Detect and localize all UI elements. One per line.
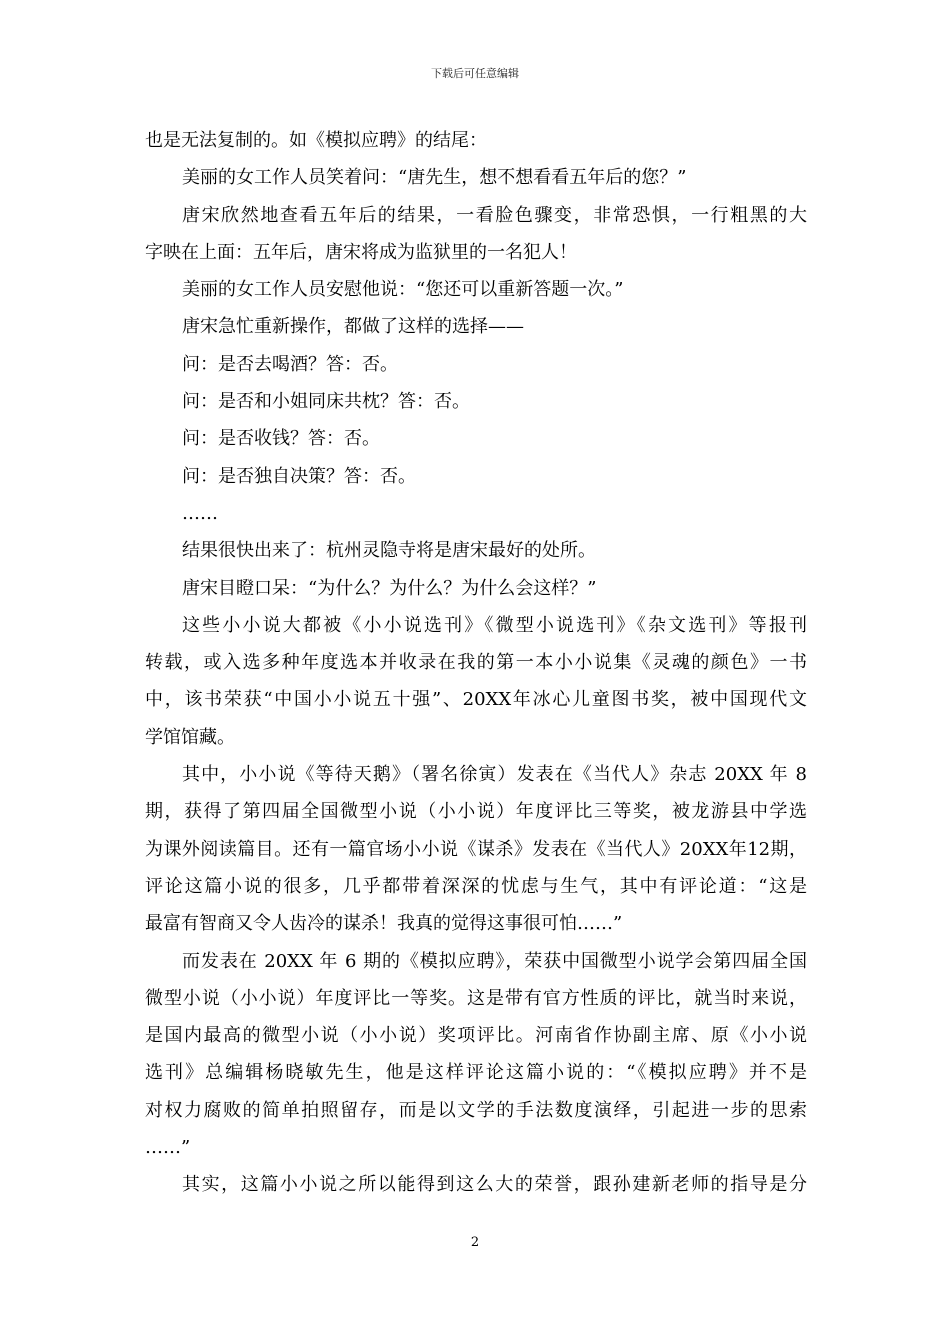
text-line: 问：是否去喝酒？答：否。	[182, 353, 398, 375]
text-line: 问：是否收钱？答：否。	[182, 428, 380, 450]
text-line: 为课外阅读篇目。还有一篇官场小小说《谋杀》发表在《当代人》20XX年12期，	[145, 838, 807, 860]
text-line: 对权力腐败的简单拍照留存，而是以文学的手法数度演绎，引起进一步的思索	[145, 1099, 807, 1121]
text-line: 中，该书荣获“中国小小说五十强”、20XX年冰心儿童图书奖，被中国现代文	[145, 689, 807, 711]
text-line: 美丽的女工作人员安慰他说：“您还可以重新答题一次。”	[182, 279, 624, 301]
text-line: 美丽的女工作人员笑着问：“唐先生，想不想看看五年后的您？”	[182, 167, 687, 189]
text-line: 也是无法复制的。如《模拟应聘》的结尾：	[145, 130, 487, 151]
text-line: 期，获得了第四届全国微型小说（小小说）年度评比三等奖，被龙游县中学选	[145, 801, 807, 823]
text-line: 这些小小说大都被《小小说选刊》《微型小说选刊》《杂文选刊》等报刊	[182, 614, 807, 636]
text-line: 问：是否独自决策？答：否。	[182, 465, 416, 487]
text-line: 其中，小小说《等待天鹅》（署名徐寅）发表在《当代人》杂志 20XX 年 8	[182, 764, 807, 786]
text-line: ……”	[145, 1137, 191, 1159]
page-number: 2	[470, 1235, 480, 1250]
text-line: 其实，这篇小小说之所以能得到这么大的荣誉，跟孙建新老师的指导是分	[182, 1174, 807, 1196]
text-line: 唐宋欣然地查看五年后的结果，一看脸色骤变，非常恐惧，一行粗黑的大	[182, 204, 807, 226]
text-line: 而发表在 20XX 年 6 期的《模拟应聘》，荣获中国微型小说学会第四届全国	[182, 950, 807, 972]
text-line: 唐宋目瞪口呆：“为什么？为什么？为什么会这样？”	[182, 577, 597, 599]
document-body	[145, 122, 807, 1204]
text-line: 微型小说（小小说）年度评比一等奖。这是带有官方性质的评比，就当时来说，	[145, 987, 807, 1009]
text-line: 唐宋急忙重新操作，都做了这样的选择——	[182, 316, 524, 338]
text-line: 最富有智商又令人齿冷的谋杀！我真的觉得这事很可怕……”	[145, 913, 623, 935]
text-line: 问：是否和小姐同床共枕？答：否。	[182, 391, 470, 413]
text-line: 转载，或入选多种年度选本并收录在我的第一本小小说集《灵魂的颜色》一书	[145, 652, 807, 674]
page-header: 下载后可任意编辑	[431, 67, 519, 80]
text-line: 评论这篇小说的很多，几乎都带着深深的忧虑与生气，其中有评论道：“这是	[145, 875, 807, 897]
text-line: ……	[182, 502, 218, 524]
text-line: 学馆馆藏。	[145, 726, 235, 748]
text-line: 是国内最高的微型小说（小小说）奖项评比。河南省作协副主席、原《小小说	[145, 1025, 807, 1047]
text-line: 选刊》总编辑杨晓敏先生，他是这样评论这篇小说的：“《模拟应聘》并不是	[145, 1062, 807, 1084]
text-line: 结果很快出来了：杭州灵隐寺将是唐宋最好的处所。	[182, 540, 596, 562]
text-line: 字映在上面：五年后，唐宋将成为监狱里的一名犯人！	[145, 241, 577, 263]
